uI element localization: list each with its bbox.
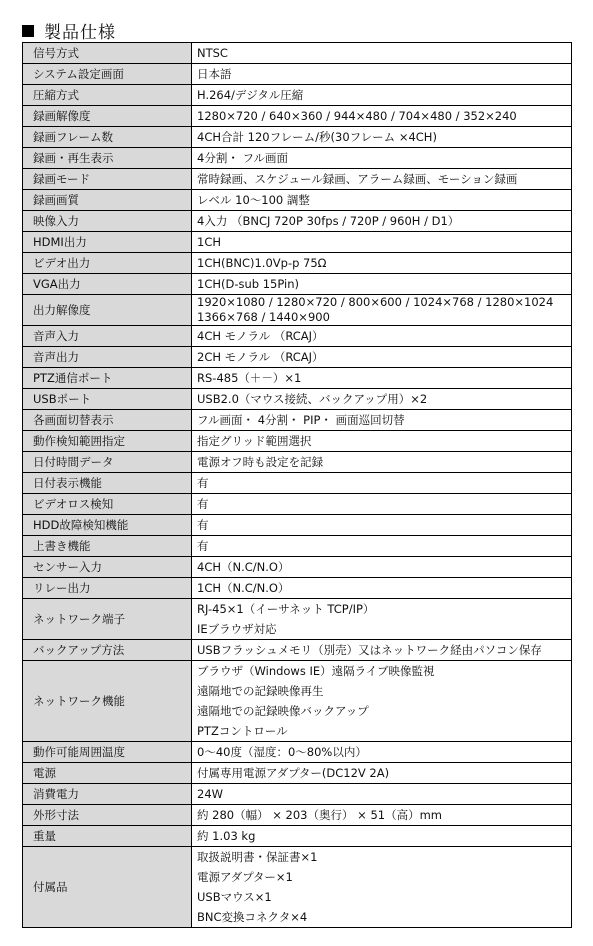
spec-label: 動作可能周囲温度	[23, 742, 192, 763]
spec-label: システム設定画面	[23, 64, 192, 85]
spec-label: 日付時間データ	[23, 452, 192, 473]
spec-value	[192, 473, 572, 494]
spec-row	[23, 494, 572, 515]
spec-label: 信号方式	[23, 43, 192, 64]
spec-value	[192, 557, 572, 578]
spec-label: 付属品	[23, 847, 192, 928]
spec-value	[192, 169, 572, 190]
spec-label: 日付表示機能	[23, 473, 192, 494]
spec-label: 上書き機能	[23, 536, 192, 557]
spec-value	[192, 106, 572, 127]
spec-value	[192, 578, 572, 599]
spec-value-line: 2CH モノラル （RCAJ）	[197, 350, 324, 364]
spec-label: 録画画質	[23, 190, 192, 211]
spec-row	[23, 557, 572, 578]
spec-row	[23, 295, 572, 326]
heading-square-icon	[22, 25, 34, 37]
spec-label: 録画・再生表示	[23, 148, 192, 169]
spec-row	[23, 410, 572, 431]
spec-value	[192, 410, 572, 431]
spec-value	[192, 431, 572, 452]
spec-label: USBポート	[23, 389, 192, 410]
spec-row	[23, 826, 572, 847]
spec-value-line: USBフラッシュメモリ（別売）又はネットワーク経由パソコン保存	[197, 643, 542, 657]
spec-value-line: 取扱説明書・保証書×1	[197, 850, 318, 864]
spec-value	[192, 368, 572, 389]
spec-row	[23, 43, 572, 64]
spec-label: リレー出力	[23, 578, 192, 599]
spec-value-line: IEブラウザ対応	[197, 622, 277, 636]
spec-value-line: 電源アダプター×1	[197, 870, 293, 884]
spec-label: ビデオロス検知	[23, 494, 192, 515]
spec-row	[23, 640, 572, 661]
spec-label: 消費電力	[23, 784, 192, 805]
spec-row	[23, 661, 572, 742]
spec-value-line: 日本語	[197, 67, 232, 81]
spec-label: 各画面切替表示	[23, 410, 192, 431]
spec-value	[192, 85, 572, 106]
spec-value-line: 1280×720 / 640×360 / 944×480 / 704×480 / 352×240	[197, 109, 517, 123]
page-heading	[22, 20, 116, 43]
spec-row	[23, 599, 572, 640]
spec-value	[192, 232, 572, 253]
spec-value-line: 約 280（幅） × 203（奥行） × 51（高）mm	[197, 808, 442, 822]
spec-value	[192, 347, 572, 368]
spec-value	[192, 515, 572, 536]
spec-value-line: NTSC	[197, 46, 228, 60]
spec-row	[23, 515, 572, 536]
spec-row	[23, 326, 572, 347]
spec-value	[192, 326, 572, 347]
spec-label: VGA出力	[23, 274, 192, 295]
spec-label: 映像入力	[23, 211, 192, 232]
spec-value	[192, 148, 572, 169]
spec-table-body	[23, 43, 572, 928]
spec-value-line: 4CH（N.C/N.O）	[197, 560, 290, 574]
spec-value	[192, 661, 572, 742]
spec-value-line: レベル 10～100 調整	[197, 193, 310, 207]
spec-value	[192, 826, 572, 847]
spec-label: 出力解像度	[23, 295, 192, 326]
spec-value-line: ブラウザ（Windows IE）遠隔ライブ映像監視	[197, 664, 435, 678]
spec-value-line: RS-485（＋－）×1	[197, 371, 302, 385]
spec-value	[192, 274, 572, 295]
spec-label: ネットワーク端子	[23, 599, 192, 640]
spec-row	[23, 578, 572, 599]
spec-value	[192, 763, 572, 784]
spec-value	[192, 784, 572, 805]
spec-label: 圧縮方式	[23, 85, 192, 106]
spec-value-line: PTZコントロール	[197, 724, 288, 738]
spec-value-line: 有	[197, 497, 209, 511]
spec-value	[192, 640, 572, 661]
spec-value	[192, 253, 572, 274]
spec-value-line: BNC変換コネクタ×4	[197, 910, 308, 924]
spec-row	[23, 127, 572, 148]
spec-value-line: 4CH モノラル （RCAJ）	[197, 329, 324, 343]
spec-row	[23, 190, 572, 211]
spec-value	[192, 599, 572, 640]
spec-row	[23, 148, 572, 169]
spec-label: 録画フレーム数	[23, 127, 192, 148]
spec-row	[23, 847, 572, 928]
spec-label: バックアップ方法	[23, 640, 192, 661]
spec-value-line: USBマウス×1	[197, 890, 272, 904]
spec-value-line: 4入力 （BNCJ 720P 30fps / 720P / 960H / D1）	[197, 214, 460, 228]
spec-row	[23, 274, 572, 295]
spec-value-line: 付属専用電源アダプター(DC12V 2A)	[197, 766, 390, 780]
spec-row	[23, 64, 572, 85]
spec-label: 音声出力	[23, 347, 192, 368]
spec-row	[23, 368, 572, 389]
spec-label: 録画解像度	[23, 106, 192, 127]
spec-row	[23, 473, 572, 494]
spec-value-line: USB2.0（マウス接続、バックアップ用）×2	[197, 392, 428, 406]
spec-label: ネットワーク機能	[23, 661, 192, 742]
spec-value-line: H.264/デジタル圧縮	[197, 88, 304, 102]
spec-row	[23, 253, 572, 274]
spec-label: PTZ通信ポート	[23, 368, 192, 389]
spec-value-line: RJ-45×1（イーサネット TCP/IP）	[197, 602, 375, 616]
spec-label: 外形寸法	[23, 805, 192, 826]
spec-value	[192, 64, 572, 85]
spec-row	[23, 347, 572, 368]
spec-label: 重量	[23, 826, 192, 847]
spec-table	[22, 42, 572, 928]
spec-value-line: 遠隔地での記録映像バックアップ	[197, 704, 369, 718]
spec-label: ビデオ出力	[23, 253, 192, 274]
spec-label: センサー入力	[23, 557, 192, 578]
spec-label: 録画モード	[23, 169, 192, 190]
spec-label: 動作検知範囲指定	[23, 431, 192, 452]
spec-row	[23, 211, 572, 232]
spec-value	[192, 127, 572, 148]
spec-value-line: 常時録画、スケジュール録画、アラーム録画、モーション録画	[197, 172, 518, 186]
spec-value-line: 4CH合計 120フレーム/秒(30フレーム ×4CH)	[197, 130, 437, 144]
spec-row	[23, 169, 572, 190]
spec-label: 電源	[23, 763, 192, 784]
spec-row	[23, 763, 572, 784]
spec-value	[192, 805, 572, 826]
spec-value-line: 24W	[197, 787, 224, 801]
spec-value	[192, 211, 572, 232]
spec-value-line: 1CH(D-sub 15Pin)	[197, 277, 300, 291]
spec-row	[23, 784, 572, 805]
spec-value	[192, 190, 572, 211]
spec-value-line: 遠隔地での記録映像再生	[197, 684, 324, 698]
spec-value-line: 1366×768 / 1440×900	[197, 310, 330, 324]
spec-row	[23, 431, 572, 452]
spec-value	[192, 389, 572, 410]
spec-value-line: 電源オフ時も設定を記録	[197, 455, 324, 469]
spec-row	[23, 389, 572, 410]
spec-row	[23, 452, 572, 473]
spec-value-line: 1CH(BNC)1.0Vp-p 75Ω	[197, 256, 327, 270]
spec-value-line: 4分割・ フル画面	[197, 151, 289, 165]
spec-value-line: 有	[197, 518, 209, 532]
spec-row	[23, 106, 572, 127]
spec-value-line: 1CH	[197, 235, 221, 249]
spec-value-line: 約 1.03 kg	[197, 829, 256, 843]
spec-value	[192, 452, 572, 473]
spec-row	[23, 742, 572, 763]
spec-value	[192, 43, 572, 64]
spec-value	[192, 494, 572, 515]
spec-label: 音声入力	[23, 326, 192, 347]
spec-value-line: フル画面・ 4分割・ PIP・ 画面巡回切替	[197, 413, 405, 427]
spec-value	[192, 742, 572, 763]
spec-value-line: 0～40度（湿度：0～80%以内）	[197, 745, 367, 759]
spec-value-line: 有	[197, 539, 209, 553]
spec-value	[192, 536, 572, 557]
spec-value-line: 1920×1080 / 1280×720 / 800×600 / 1024×768 / 1280×1024	[197, 295, 554, 309]
heading-text: 製品仕様	[44, 22, 116, 43]
spec-row	[23, 232, 572, 253]
spec-value	[192, 847, 572, 928]
spec-value-line: 1CH（N.C/N.O）	[197, 581, 290, 595]
spec-value	[192, 295, 572, 326]
spec-row	[23, 536, 572, 557]
spec-label: HDMI出力	[23, 232, 192, 253]
spec-value-line: 指定グリッド範囲選択	[197, 434, 312, 448]
spec-label: HDD故障検知機能	[23, 515, 192, 536]
spec-row	[23, 85, 572, 106]
spec-value-line: 有	[197, 476, 209, 490]
spec-row	[23, 805, 572, 826]
